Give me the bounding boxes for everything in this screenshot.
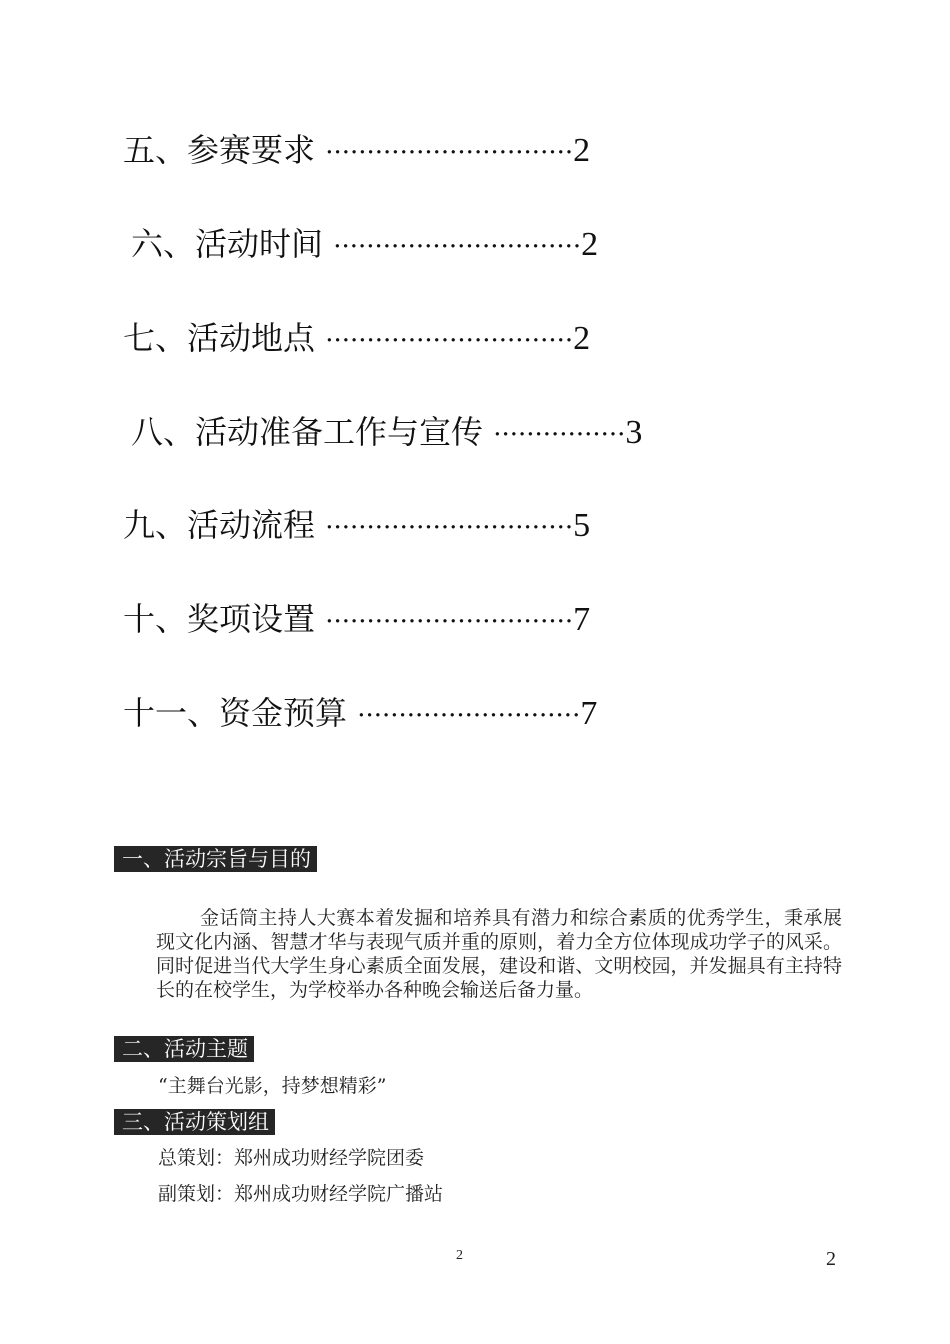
toc-page-number: 7 <box>573 601 591 638</box>
toc-title: 八、活动准备工作与宣传 <box>131 413 484 451</box>
purpose-paragraph: 金话筒主持人大赛本着发掘和培养具有潜力和综合素质的优秀学生，秉承展现文化内涵、智慧才华与表现气质并重的原则，着力全方位体现成功学子的风采。同时促进当代大学生身心素质全面发展，建设和谐、文明校园，并发掘具有主持特长的在校学生，为学校举办各种晚会输送后备力量。 <box>156 907 842 1001</box>
toc-entry-9 <box>123 503 590 547</box>
toc-page-number: 2 <box>573 320 591 357</box>
toc-title: 七、活动地点 <box>123 319 316 357</box>
toc-leader-dots: ······························ <box>333 232 582 262</box>
section-heading-theme: 二、活动主题 <box>114 1036 254 1062</box>
chief-planner-line: 总策划：郑州成功财经学院团委 <box>158 1147 425 1169</box>
toc-page-number: 2 <box>581 226 599 263</box>
section-heading-planning-group: 三、活动策划组 <box>114 1109 275 1135</box>
page-number-right: 2 <box>826 1248 836 1270</box>
deputy-planner-line: 副策划：郑州成功财经学院广播站 <box>158 1183 444 1205</box>
toc-leader-dots: ··························· <box>357 701 581 731</box>
toc-leader-dots: ······························ <box>325 513 574 543</box>
toc-leader-dots: ······························ <box>325 138 574 168</box>
toc-entry-8 <box>131 410 642 454</box>
toc-entry-11 <box>123 691 597 735</box>
toc-page-number: 5 <box>573 507 591 544</box>
toc-title: 六、活动时间 <box>131 225 324 263</box>
toc-leader-dots: ······························ <box>325 326 574 356</box>
toc-page-number: 2 <box>573 132 591 169</box>
toc-entry-7 <box>123 316 590 360</box>
toc-title: 十一、资金预算 <box>123 694 348 732</box>
toc-leader-dots: ······························ <box>325 607 574 637</box>
toc-page-number: 3 <box>625 414 643 451</box>
toc-leader-dots: ················ <box>493 420 626 450</box>
toc-entry-5 <box>123 128 590 172</box>
toc-page-number: 7 <box>580 695 598 732</box>
section-heading-purpose: 一、活动宗旨与目的 <box>114 846 317 872</box>
page-number-center: 2 <box>456 1248 463 1263</box>
toc-title: 五、参赛要求 <box>123 131 316 169</box>
theme-text: “主舞台光影，持梦想精彩” <box>158 1075 387 1097</box>
toc-title: 十、奖项设置 <box>123 600 316 638</box>
toc-entry-10 <box>123 597 590 641</box>
toc-title: 九、活动流程 <box>123 506 316 544</box>
toc-entry-6 <box>131 222 598 266</box>
